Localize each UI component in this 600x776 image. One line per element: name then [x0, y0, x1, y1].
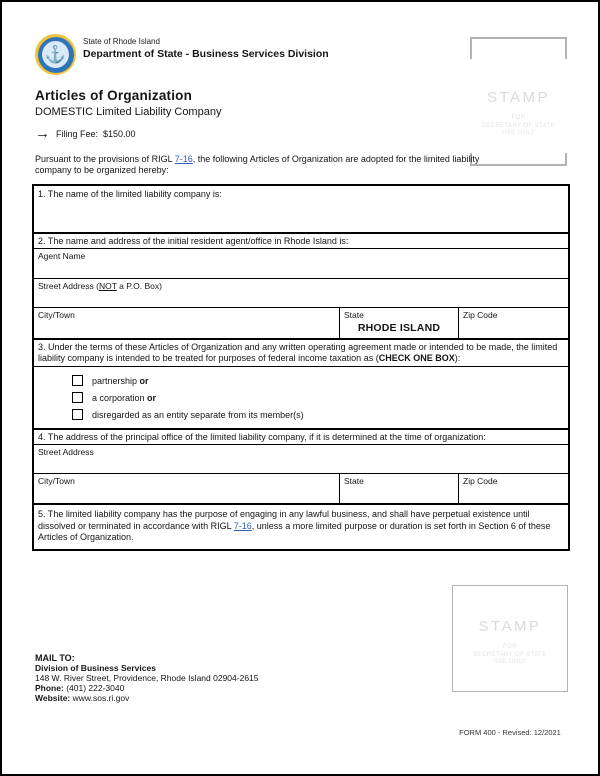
agent-name-label: Agent Name [38, 251, 86, 261]
office-zip-label: Zip Code [463, 476, 498, 486]
filing-fee-label: Filing Fee: [56, 129, 99, 139]
partnership-text: partnership [92, 375, 140, 386]
agent-state-cell [339, 308, 458, 338]
office-street-address-input[interactable] [34, 444, 568, 473]
corporation-checkbox[interactable] [72, 392, 83, 403]
stamp-bottom-line1: FOR [503, 644, 517, 650]
section-4 [34, 428, 568, 503]
tax-option-corporation [72, 389, 568, 406]
mailto-address: 148 W. River Street, Providence, Rhode Island 02904-2615 [35, 673, 259, 683]
stamp-line3: USE ONLY [501, 130, 536, 136]
agent-city-input[interactable] [34, 308, 339, 338]
office-street-label: Street Address [38, 447, 94, 457]
intro-post: , the following Articles of Organization are adopted for the limited liability company to be organized hereby: [35, 154, 480, 175]
street-label-not: NOT [98, 281, 117, 291]
stamp-line2: SECRETARY OF STATE [481, 122, 556, 129]
agent-street-address-input[interactable] [34, 278, 568, 307]
title-block [35, 88, 222, 142]
phone-label: Phone: [35, 683, 64, 693]
mailto-website-line [35, 693, 259, 703]
section-5 [34, 503, 568, 549]
section-5-text [34, 505, 568, 549]
mailto-block [35, 653, 259, 703]
department-title: Department of State - Business Services Division [83, 48, 329, 60]
partnership-label [92, 376, 149, 386]
stamp-instructions-bottom [453, 644, 567, 667]
page-title: Articles of Organization [35, 88, 193, 103]
section-5-pre: 5. The limited liability company has the purpose of engaging in any lawful business, and shall have perpetual existence until dissolved or terminated in accordance with RIGL [38, 509, 530, 531]
section-2 [34, 232, 568, 338]
section-3-label-post: ): [454, 353, 461, 363]
office-city-state-zip-row [34, 473, 568, 503]
filing-fee-text [56, 129, 136, 139]
website-value: www.sos.ri.gov [72, 693, 130, 703]
section-1 [34, 186, 568, 232]
street-label-post: a P.O. Box) [116, 281, 162, 291]
tax-options [34, 367, 568, 428]
arrow-right-icon: → [35, 125, 49, 142]
section-4-label: 4. The address of the principal office of the limited liability company, if it is determined at the time of organization: [38, 432, 486, 442]
corporation-label [92, 393, 156, 403]
stamp-line1: FOR [511, 115, 526, 121]
section-3-label-pre: 3. Under the terms of these Articles of Organization and any written operating agreement made or intended to be made, the limited liability company is intended to be treated for purposes of federal income taxation as ( [38, 342, 558, 363]
partnership-or: or [139, 375, 149, 386]
section-3-label [34, 340, 568, 367]
mailto-division: Division of Business Services [35, 663, 156, 673]
website-label: Website: [35, 693, 71, 703]
stamp-bottom-line3: USE ONLY [493, 659, 527, 665]
filing-fee-value: $150.00 [103, 129, 136, 139]
partnership-checkbox[interactable] [72, 375, 83, 386]
section-3-label-bold: CHECK ONE BOX [378, 353, 455, 363]
agency-block [83, 34, 329, 60]
phone-value: (401) 222-3040 [66, 683, 125, 693]
office-city-label: City/Town [38, 476, 75, 486]
tax-option-partnership [72, 372, 568, 389]
anchor-icon: ⚓ [42, 41, 69, 68]
office-zip-input[interactable] [458, 474, 568, 503]
page-subtitle: DOMESTIC Limited Liability Company [35, 106, 222, 118]
mailto-title: MAIL TO: [35, 653, 75, 663]
street-label-pre: Street Address ( [38, 281, 99, 291]
agent-name-input[interactable] [34, 248, 568, 278]
agent-state-value: RHODE ISLAND [357, 322, 441, 334]
section-1-label: 1. The name of the limited liability company is: [38, 189, 222, 199]
mailto-phone-line [35, 683, 259, 693]
stamp-instructions [470, 115, 567, 138]
stamp-box-bottom [452, 585, 568, 692]
agent-zip-label: Zip Code [463, 310, 498, 320]
disregarded-label [92, 410, 304, 420]
agent-street-label [38, 281, 162, 291]
llc-name-input[interactable] [34, 186, 568, 232]
stamp-box-top [470, 37, 567, 166]
agent-state-label: State [344, 310, 364, 320]
stamp-watermark: STAMP [486, 89, 551, 106]
disregarded-checkbox[interactable] [72, 409, 83, 420]
corporation-text: a corporation [92, 392, 148, 403]
header [35, 34, 329, 75]
filing-fee-line [35, 125, 221, 142]
rigl-7-16-link[interactable]: 7-16 [174, 154, 193, 164]
office-city-input[interactable] [34, 474, 339, 503]
intro-pre: Pursuant to the provisions of RIGL [35, 154, 175, 164]
office-state-input[interactable] [339, 474, 458, 503]
agency-name: State of Rhode Island [83, 37, 160, 46]
tax-option-disregarded [72, 406, 568, 423]
rigl-7-16-link-2[interactable]: 7-16 [233, 520, 252, 531]
intro-paragraph [35, 154, 497, 176]
form-table [32, 184, 570, 551]
corporation-or: or [147, 392, 157, 403]
stamp-watermark-bottom: STAMP [478, 618, 542, 635]
state-seal-icon [35, 34, 76, 75]
disregarded-text: disregarded as an entity separate from its member(s) [92, 409, 304, 420]
section-5-post: , unless a more limited purpose or duration is set forth in Section 6 of these Articles of Organization. [38, 520, 551, 542]
seal-ring [38, 37, 74, 73]
office-state-label: State [344, 476, 364, 486]
agent-city-state-zip-row [34, 307, 568, 338]
stamp-bottom-line2: SECRETARY OF STATE [473, 651, 547, 658]
section-2-label: 2. The name and address of the initial resident agent/office in Rhode Island is: [38, 236, 349, 246]
agent-city-label: City/Town [38, 310, 75, 320]
section-3 [34, 338, 568, 428]
form-revision-note: FORM 400 - Revised: 12/2021 [459, 728, 561, 737]
agent-zip-input[interactable] [458, 308, 568, 338]
